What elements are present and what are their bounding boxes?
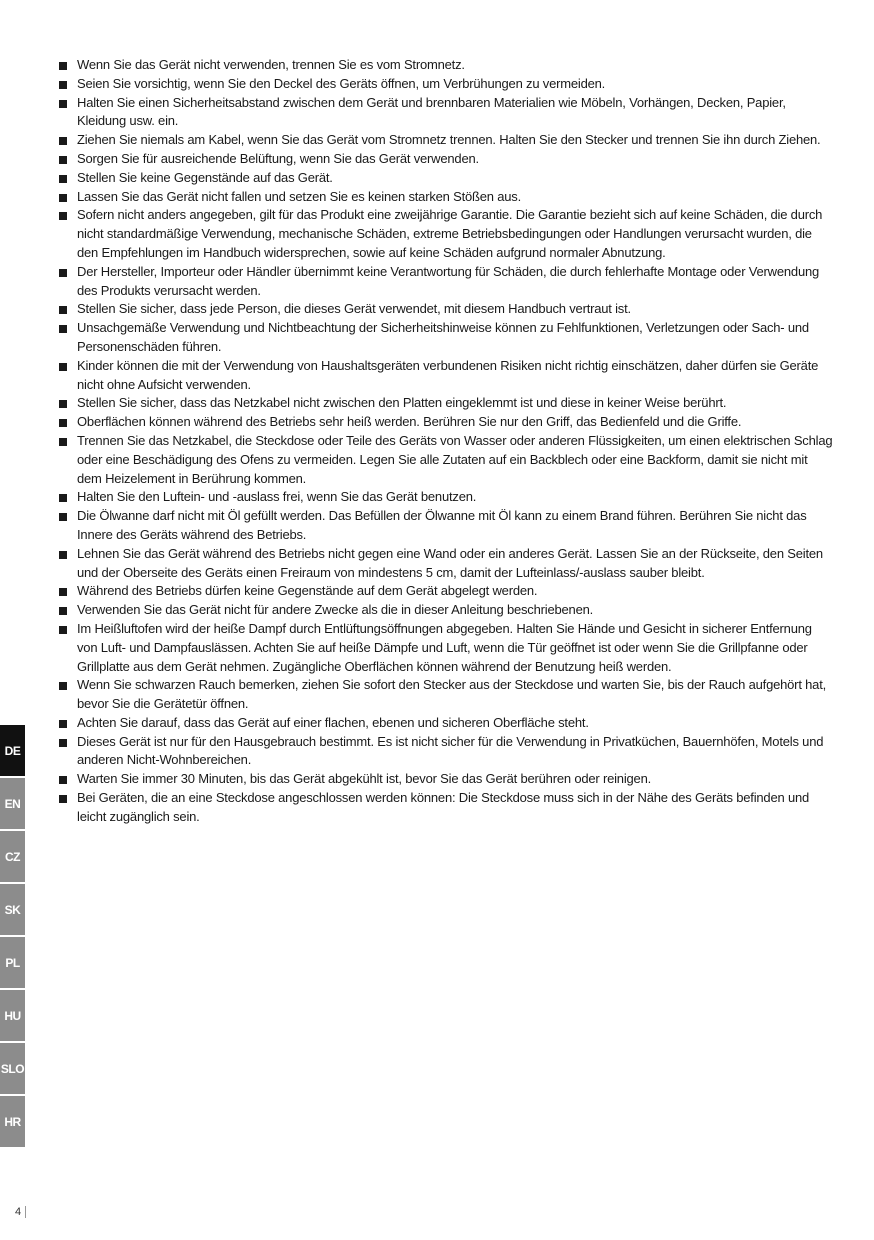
safety-item <box>58 676 834 714</box>
page-footer <box>15 1206 26 1218</box>
square-bullet-icon <box>59 400 67 408</box>
safety-item-text: Sofern nicht anders angegeben, gilt für das Produkt eine zweijährige Garantie. Die Garantie bezieht sich auf keine Schäden, die durch nicht standardmäßige Verwendung, mechanische Schäden, extreme Betriebsbedingungen oder Handlungen verursacht wurden, die den Empfehlungen im Handbuch widersprechen, sowie auf keine Schäden aufgrund normaler Abnutzung. <box>77 207 823 260</box>
square-bullet-icon <box>59 306 67 314</box>
safety-item <box>58 188 834 207</box>
square-bullet-icon <box>59 419 67 427</box>
safety-item-text: Lassen Sie das Gerät nicht fallen und setzen Sie es keinen starken Stößen aus. <box>77 188 522 204</box>
safety-item <box>58 789 834 827</box>
safety-item <box>58 488 834 507</box>
safety-item <box>58 432 834 488</box>
language-tab-en[interactable]: EN <box>0 778 25 829</box>
square-bullet-icon <box>59 100 67 108</box>
safety-item <box>58 131 834 150</box>
language-tab-slo[interactable]: SLO <box>0 1043 25 1094</box>
safety-item <box>58 94 834 132</box>
square-bullet-icon <box>59 175 67 183</box>
safety-item <box>58 507 834 545</box>
safety-item-text: Trennen Sie das Netzkabel, die Steckdose oder Teile des Geräts von Wasser oder anderen Flüssigkeiten, um einen elektrischen Schlag oder eine Beschädigung des Ofens zu vermeiden. Legen Sie alle Zutaten auf ein Backblech oder eine Backform, damit sie nicht mit dem Heizelement in Berührung kommen. <box>77 432 833 486</box>
language-tab-cz[interactable]: CZ <box>0 831 25 882</box>
safety-item <box>58 545 834 583</box>
safety-item <box>58 319 834 357</box>
square-bullet-icon <box>59 494 67 502</box>
safety-item <box>58 770 834 789</box>
safety-item-text: Bei Geräten, die an eine Steckdose angeschlossen werden können: Die Steckdose muss sich in der Nähe des Geräts befinden und leicht zugänglich sein. <box>77 790 810 824</box>
square-bullet-icon <box>59 62 67 70</box>
safety-item-text: Die Ölwanne darf nicht mit Öl gefüllt werden. Das Befüllen der Ölwanne mit Öl kann zu einem Brand führen. Berühren Sie nicht das Innere des Geräts während des Betriebs. <box>77 508 807 542</box>
safety-item-text: Lehnen Sie das Gerät während des Betriebs nicht gegen eine Wand oder ein anderes Gerät. Lassen Sie an der Rückseite, den Seiten und der Oberseite des Geräts einen Freiraum von mindestens 5 cm, damit der Lufteinlass/-auslass sauber bleibt. <box>77 545 823 580</box>
safety-item-text: Wenn Sie das Gerät nicht verwenden, trennen Sie es vom Stromnetz. <box>77 57 465 72</box>
square-bullet-icon <box>59 81 67 89</box>
safety-item-text: Seien Sie vorsichtig, wenn Sie den Deckel des Geräts öffnen, um Verbrühungen zu vermeiden. <box>77 75 606 91</box>
square-bullet-icon <box>59 513 67 521</box>
language-tab-hr[interactable]: HR <box>0 1096 25 1147</box>
safety-item-text: Halten Sie den Luftein- und -auslass frei, wenn Sie das Gerät benutzen. <box>77 489 477 505</box>
square-bullet-icon <box>59 156 67 164</box>
safety-item-text: Warten Sie immer 30 Minuten, bis das Gerät abgekühlt ist, bevor Sie das Gerät berühren oder reinigen. <box>77 771 652 787</box>
safety-item-text: Während des Betriebs dürfen keine Gegenstände auf dem Gerät abgelegt werden. <box>77 583 538 599</box>
safety-item <box>58 169 834 188</box>
safety-item-text: Der Hersteller, Importeur oder Händler übernimmt keine Verantwortung für Schäden, die durch fehlerhafte Montage oder Verwendung des Produkts verursacht werden. <box>77 263 820 298</box>
square-bullet-icon <box>59 795 67 803</box>
safety-item <box>58 413 834 432</box>
safety-item <box>58 150 834 169</box>
square-bullet-icon <box>59 194 67 202</box>
safety-item <box>58 75 834 94</box>
language-tab-pl[interactable]: PL <box>0 937 25 988</box>
footer-divider <box>25 1206 26 1218</box>
safety-item-text: Stellen Sie keine Gegenstände auf das Gerät. <box>77 169 333 185</box>
safety-item-text: Im Heißluftofen wird der heiße Dampf durch Entlüftungsöffnungen abgegeben. Halten Sie Hände und Gesicht in sicherer Entfernung von Luft- und Dampfauslässen. Achten Sie auf heiße Dämpfe und Luft, wenn die Tür geöffnet ist oder wenn Sie die Grillpfanne oder Grillplatte aus dem Gerät nehmen. Zugängliche Oberflächen können während der Benutzung heiß werden. <box>77 620 812 674</box>
language-tab-de[interactable]: DE <box>0 725 25 776</box>
square-bullet-icon <box>59 607 67 615</box>
safety-item-text: Sorgen Sie für ausreichende Belüftung, wenn Sie das Gerät verwenden. <box>77 150 479 166</box>
square-bullet-icon <box>59 269 67 277</box>
square-bullet-icon <box>59 739 67 747</box>
safety-item <box>58 263 834 301</box>
safety-item-text: Stellen Sie sicher, dass das Netzkabel nicht zwischen den Platten eingeklemmt ist und diese in keiner Weise berührt. <box>77 395 727 411</box>
language-tab-hu[interactable]: HU <box>0 990 25 1041</box>
safety-item <box>58 582 834 601</box>
safety-item <box>58 206 834 262</box>
safety-item <box>58 300 834 319</box>
safety-item <box>58 357 834 395</box>
language-tab-sk[interactable]: SK <box>0 884 25 935</box>
safety-item-text: Unsachgemäße Verwendung und Nichtbeachtung der Sicherheitshinweise können zu Fehlfunktionen, Verletzungen oder Sach- und Personenschäden führen. <box>77 320 809 354</box>
safety-item <box>58 56 834 75</box>
square-bullet-icon <box>59 212 67 220</box>
square-bullet-icon <box>59 720 67 728</box>
safety-item-text: Kinder können die mit der Verwendung von Haushaltsgeräten verbundenen Risiken nicht richtig einschätzen, daher dürfen sie Geräte nicht ohne Aufsicht verwenden. <box>77 357 819 392</box>
safety-item-text: Wenn Sie schwarzen Rauch bemerken, ziehen Sie sofort den Stecker aus der Steckdose und warten Sie, bis der Rauch aufgehört hat, bevor Sie die Gerätetür öffnen. <box>77 677 827 712</box>
safety-instructions-list <box>58 56 834 827</box>
square-bullet-icon <box>59 551 67 559</box>
safety-item-text: Dieses Gerät ist nur für den Hausgebrauch bestimmt. Es ist nicht sicher für die Verwendung in Privatküchen, Bauernhöfen, Motels und anderen Nicht-Wohnbereichen. <box>77 733 824 768</box>
square-bullet-icon <box>59 363 67 371</box>
square-bullet-icon <box>59 438 67 446</box>
safety-item-text: Stellen Sie sicher, dass jede Person, die dieses Gerät verwendet, mit diesem Handbuch vertraut ist. <box>77 301 631 317</box>
language-tabs <box>0 725 25 1149</box>
safety-item <box>58 733 834 771</box>
safety-item-text: Verwenden Sie das Gerät nicht für andere Zwecke als die in dieser Anleitung beschriebenen. <box>77 602 594 618</box>
safety-item <box>58 714 834 733</box>
square-bullet-icon <box>59 325 67 333</box>
square-bullet-icon <box>59 137 67 145</box>
safety-item-text: Halten Sie einen Sicherheitsabstand zwischen dem Gerät und brennbaren Materialien wie Möbeln, Vorhängen, Decken, Papier, Kleidung usw. ein. <box>77 94 786 129</box>
square-bullet-icon <box>59 776 67 784</box>
square-bullet-icon <box>59 588 67 596</box>
safety-item-text: Oberflächen können während des Betriebs sehr heiß werden. Berühren Sie nur den Griff, das Bedienfeld und die Griffe. <box>77 414 742 430</box>
safety-item-text: Ziehen Sie niemals am Kabel, wenn Sie das Gerät vom Stromnetz trennen. Halten Sie den Stecker und trennen Sie ihn durch Ziehen. <box>77 132 821 148</box>
safety-item-text: Achten Sie darauf, dass das Gerät auf einer flachen, ebenen und sicheren Oberfläche steht. <box>77 714 589 730</box>
square-bullet-icon <box>59 626 67 634</box>
square-bullet-icon <box>59 682 67 690</box>
page-number: 4 <box>15 1206 22 1218</box>
safety-item <box>58 620 834 676</box>
safety-item <box>58 394 834 413</box>
safety-item <box>58 601 834 620</box>
